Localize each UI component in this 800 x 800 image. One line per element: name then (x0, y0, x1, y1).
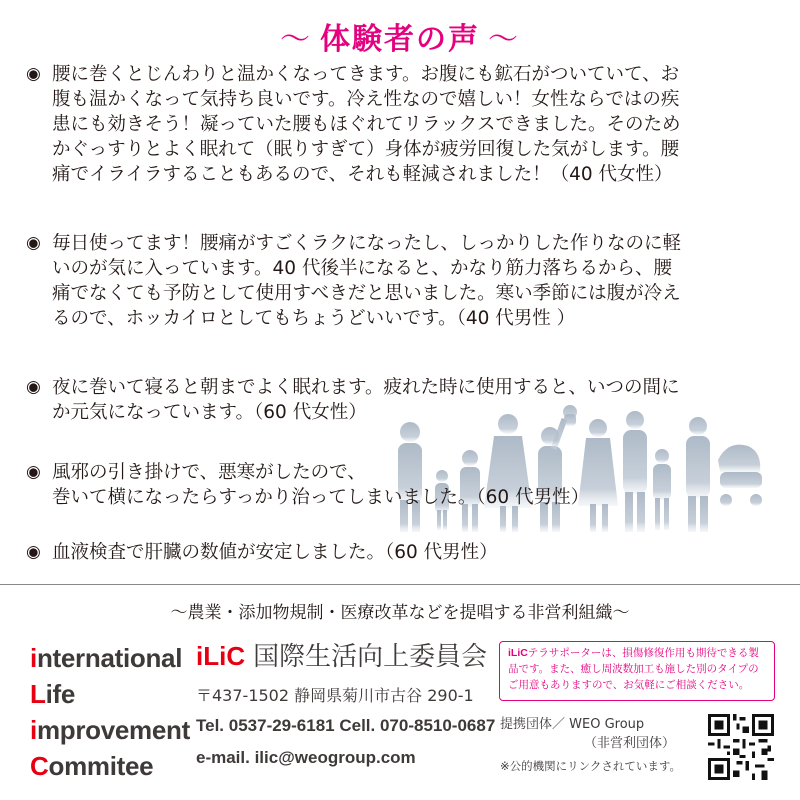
fisheye-bullet-icon: ◉ (26, 542, 41, 562)
notice-text-2: 品です。また、癒し周波数加工も施した別のタイプの (508, 663, 759, 675)
logo-line-life: Life (30, 679, 76, 709)
testimonial-line: 痛でイライラすることもあるので、それも軽減されました！（40 代女性） (52, 164, 673, 185)
qr-code-icon[interactable] (708, 714, 774, 780)
phone-numbers: Tel. 0537-29-6181 Cell. 070-8510-0687 (196, 716, 496, 735)
logo-line-commitee: Commitee (30, 751, 154, 781)
testimonial-5 (26, 540, 786, 565)
testimonial-line: か元気になっています。（60 代女性） (52, 402, 367, 423)
testimonial-line: 巻いて横になったらすっかり治ってしまいました。（60 代男性） (52, 487, 590, 508)
mission-statement: 〜農業・添加物規制・医療改革などを提唱する非営利組織〜 (170, 603, 630, 623)
title-text: 体験者の声 (320, 22, 480, 57)
fisheye-bullet-icon: ◉ (26, 233, 41, 253)
partner-subtitle: （非営利団体） (584, 736, 676, 751)
fisheye-bullet-icon: ◉ (26, 64, 41, 84)
email-address: e-mail. ilic@weogroup.com (196, 748, 416, 767)
testimonial-line: 毎日使ってます！腰痛がすごくラクになったし、しっかりした作りなのに軽 (52, 233, 682, 254)
testimonial-line: 夜に巻いて寝ると朝までよく眠れます。疲れた時に使用すると、いつの間に (52, 377, 680, 398)
notice-text-3: ご用意もありますので、お気軽にご相談ください。 (508, 679, 750, 691)
ilic-wordmark-logo (30, 640, 190, 784)
testimonial-line: るので、ホッカイロとしてもちょうどいいです。（40 代男性 ） (52, 308, 576, 329)
testimonial-line: かぐっすりとよく眠れて（眠りすぎて）身体が疲労回復した気がします。腰 (52, 139, 680, 160)
fisheye-bullet-icon: ◉ (26, 377, 41, 397)
org-abbreviation: iLiC (196, 641, 246, 671)
logo-line-international: international (30, 643, 183, 673)
page-title (0, 14, 800, 58)
testimonial-line: 血液検査で肝臓の数値が安定しました。（60 代男性） (52, 542, 498, 563)
section-divider (0, 584, 800, 585)
notice-brand: iLiC (508, 647, 528, 659)
testimonial-line: 腹も温かくなって気持ち良いです。冷え性なので嬉しい！女性ならではの疾 (52, 89, 680, 110)
testimonial-3 (26, 375, 786, 425)
title-tilde-right: 〜 (488, 22, 520, 57)
notice-text-1: テラサポーターは、損傷修復作用も期待できる製 (527, 647, 759, 659)
link-note: ※公的機関にリンクされています。 (500, 759, 681, 773)
organization-name (196, 636, 487, 673)
fisheye-bullet-icon: ◉ (26, 462, 41, 482)
testimonial-line: 腰に巻くとじんわりと温かくなってきます。お腹にも鉱石がついていて、お (52, 64, 680, 85)
testimonial-4 (26, 460, 786, 510)
testimonial-line: 患にも効きそう！凝っていた腰もほぐれてリラックスできました。そのため (52, 114, 681, 135)
testimonial-line: いのが気に入っています。40 代後半になると、かなり筋力落ちるから、腰 (52, 258, 672, 279)
logo-line-improvement: improvement (30, 715, 190, 745)
postal-address: 〒437-1502 静岡県菊川市古谷 290-1 (196, 686, 474, 705)
testimonial-2 (26, 231, 786, 331)
partner-label: 提携団体／ WEO Group (500, 717, 645, 732)
title-tilde-left: 〜 (280, 22, 312, 57)
testimonial-line: 風邪の引き掛けで、悪寒がしたので、 (52, 462, 366, 483)
org-full-name: 国際生活向上委員会 (253, 642, 488, 672)
testimonial-line: 痛でなくても予防として使用すべきだと思いました。寒い季節には腹が冷え (52, 283, 681, 304)
testimonial-1 (26, 62, 786, 187)
partner-organization (500, 715, 675, 753)
product-notice-box (499, 641, 775, 701)
